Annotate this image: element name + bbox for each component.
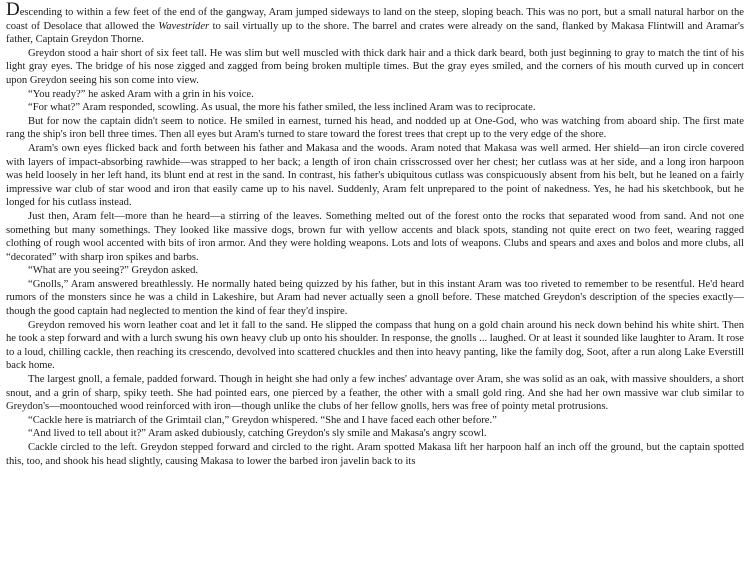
paragraph-2: Greydon stood a hair short of six feet tall. He was slim but well muscled with thick dark hair and a thick dark beard, both just beginning to gray to match the tint of his light gray eyes. The bridge of his nose zigged and zagged from being broken multiple times. But the gray eyes smiled, and the corners of his mouth curved up in concert upon Greydon seeing his son come into view. [6,47,744,86]
paragraph-12: “Cackle here is matriarch of the Grimtail clan,” Greydon whispered. “She and I have faced each other before.” [28,414,497,426]
paragraph-14: Cackle circled to the left. Greydon stepped forward and circled to the right. Aram spotted Makasa lift her harpoon half an inch off the ground, but the captain spotted this, too, and shook his head slightly, causing Makasa to lower the barbed iron javelin back to its [6,442,744,467]
paragraph-5: But for now the captain didn't seem to notice. He smiled in earnest, turned his head, and nodded up at One-God, who was watching from aboard ship. The first mate rang the ship's iron bell three times. Then all eyes but Aram's turned to stare toward the forest trees that crept up to the very edge of the shore. [6,115,744,141]
paragraph-10: Greydon removed his worn leather coat and let it fall to the sand. He slipped the compass that hung on a gold chain around his neck down behind his white shirt. Then he took a step forward and with a lurch swung his own heavy club up onto his shoulder. In response, the gnolls ... laughed. Or at least it sounded like laughter to Aram. It rose to a loud, chilling cackle, then reaching its crescendo, devolved into scattered chuckles and then into heavy panting, like the family dog, Soot, after a run along Lake Everstill back home. [6,319,744,372]
paragraph-1 [6,0,744,47]
paragraph-6: Aram's own eyes flicked back and forth between his father and Makasa and the woods. Aram noted that Makasa was well armed. Her shield—an iron circle covered with layers of impact-absorbing rawhide—was strapped to her back; a length of iron chain crisscrossed over her chest; her cutlass was at her side, and a long iron harpoon was held loosely in her left hand, its blunt end at rest in the sand. In contrast, his father's ubiquitous cutlass was conspicuously absent from his belt, but he leaned on a fairly impressive war club of star wood and iron that easily came up to his navel. Suddenly, Aram felt unprepared to the point of nakedness. Yes, he had his sketchbook, but he longed for his cutlass instead. [6,142,744,209]
paragraph-3: “You ready?” he asked Aram with a grin in his voice. [28,88,254,100]
paragraph-13: “And lived to tell about it?” Aram asked dubiously, catching Greydon's sly smile and Makasa's angry scowl. [28,428,487,440]
paragraph-1-text-a: escending to within a few feet of the end of the gangway, Aram jumped sideways to land on the steep, sloping beach. This was no port, but a small natural harbor on the coast of Desolace that allowed the [6,7,744,32]
paragraph-4: “For what?” Aram responded, scowling. As usual, the more his father smiled, the less inclined Aram was to reciprocate. [28,102,536,114]
paragraph-11: The largest gnoll, a female, padded forward. Though in height she had only a few inches' advantage over Aram, she was solid as an oak, with massive shoulders, a short snout, and a grin of sharp, spiky teeth. She had pointed ears, one pierced by a feather, the other with a small gold ring. And she had her own massive war club similar to Greydon's—moontouched wood reinforced with iron—though unlike the clubs of her fellow gnolls, hers was free of pointy metal protrusions. [6,374,744,413]
paragraph-8: “What are you seeing?” Greydon asked. [28,265,199,277]
paragraph-7: Just then, Aram felt—more than he heard—a stirring of the leaves. Something melted out of the forest onto the rocks that separated wood from sand. And not one something but many somethings. They looked like massive dogs, brown fur with yellow accents and black spots, standing not quite erect on two feet, wearing ragged clothing of rough wool accented with bits of iron armor. And they were holding weapons. Lots and lots of weapons. Clubs and spears and axes and bolos and more clubs, all “decorated” with sharp iron spikes and barbs. [6,210,744,263]
ship-name: Wavestrider [158,20,210,32]
paragraph-9: “Gnolls,” Aram answered breathlessly. He normally hated being quizzed by his father, but in this instant Aram was too riveted to remember to be resentful. He'd heard rumors of the monsters since he was a child in Lakeshire, but Aram had never actually seen a gnoll before. These matched Greydon's description of the species exactly—though the good captain had neglected to mention the kind of fear they'd inspire. [6,278,744,318]
drop-cap: D [6,0,20,20]
paragraph-1-text-b: to sail virtually up to the shore. The barrel and crates were already on the sand, flanked by Makasa Flintwill and Aramar's father, Captain Greydon Thorne. [6,20,744,46]
